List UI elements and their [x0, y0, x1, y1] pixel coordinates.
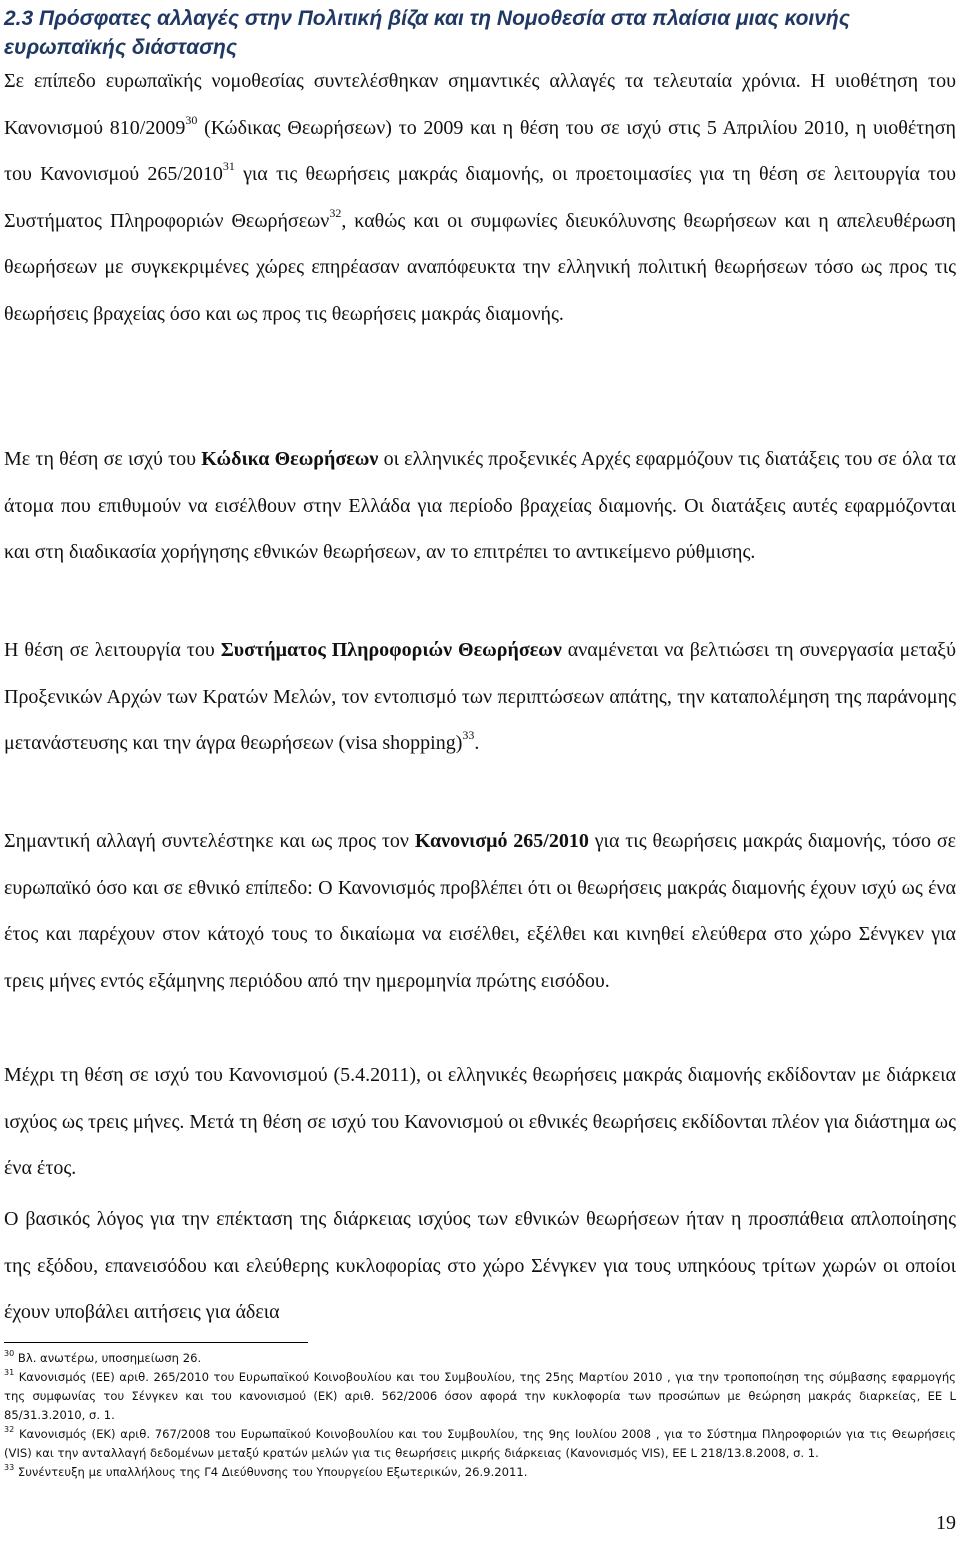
paragraph-4	[4, 818, 956, 1004]
paragraph-5: Μέχρι τη θέση σε ισχύ του Κανονισμού (5.4.2011), οι ελληνικές θεωρήσεις μακράς διαμονής εκδίδονταν με διάρκεια ισχύος ως τρεις μήνες. Μετά τη θέση σε ισχύ του Κανονισμού οι εθνικές θεωρήσεις εκδίδονται πλέον για διάστημα ως ένα έτος.	[4, 1064, 956, 1179]
regulation-bold-term: Κανονισμό 265/2010	[414, 830, 589, 852]
footnote-separator	[4, 1342, 308, 1343]
paragraph-2-text-b: οι ελληνικές προξενικές Αρχές εφαρμόζουν τις διατάξεις του σε όλα τα άτομα που επιθυμούν να εισέλθουν στην Ελλάδα για περίοδο βραχείας διαμονής. Οι διατάξεις αυτές εφαρμόζονται και στη διαδικασία χορήγησης εθνικών θεωρήσεων, αν το επιτρέπει το αντικείμενο ρύθμισης.	[4, 448, 956, 563]
paragraph-1-text-a: Σε επίπεδο ευρωπαϊκής νομοθεσίας συντελέσθηκαν σημαντικές αλλαγές τα τελευταία χρόνια. Η υιοθέτηση του Κανονισμού 810/2009	[4, 70, 956, 139]
footnote-number: 30	[4, 1349, 15, 1359]
footnote-number: 33	[4, 1463, 15, 1473]
paragraph-1-text-b: (Κώδικας Θεωρήσεων) το 2009 και η θέση του σε ισχύ στις 5 Απριλίου 2010, η υιοθέτηση του Κανονισμού 265/2010	[4, 116, 957, 185]
footnote-ref-32[interactable]: 32	[329, 205, 342, 220]
footnote-text: Βλ. ανωτέρω, υποσημείωση 26.	[14, 1351, 202, 1365]
paragraph-3-text-c: .	[474, 732, 480, 754]
footnote-ref-31[interactable]: 31	[222, 159, 235, 174]
footnote-number: 31	[4, 1368, 15, 1378]
paragraph-1-text-d: , καθώς και οι συμφωνίες διευκόλυνσης θεωρήσεων και η απελευθέρωση θεωρήσεων με συγκεκριμένες χώρες επηρέασαν αναπόφευκτα την ελληνική πολιτική θεωρήσεων τόσο ως προς τις θεωρήσεις βραχείας όσο και ως προς τις θεωρήσεις μακράς διαμονής.	[4, 209, 956, 325]
page-number: 19	[936, 1512, 956, 1534]
paragraph-1-text-c: για τις θεωρήσεις μακράς διαμονής, οι προετοιμασίες για τη θέση σε λειτουργία του Συστήματος Πληροφοριών Θεωρήσεων	[4, 163, 956, 232]
paragraph-4-text-a: Σημαντική αλλαγή συντελέστηκε και ως προς τον	[4, 830, 415, 852]
footnote-text: Συνέντευξη με υπαλλήλους της Γ4 Διεύθυνσης του Υπουργείου Εξωτερικών, 26.9.2011.	[14, 1465, 528, 1479]
paragraph-6: Ο βασικός λόγος για την επέκταση της διάρκειας ισχύος των εθνικών θεωρήσεων ήταν η προσπάθεια απλοποίησης της εξόδου, επανεισόδου και ελεύθερης κυκλοφορίας στο χώρο Σένγκεν για τους υπηκόους τρίτων χωρών οι οποίοι έχουν υποβάλει αιτήσεις για άδεια	[4, 1208, 956, 1323]
paragraph-3-text-b: αναμένεται να βελτιώσει τη συνεργασία μεταξύ Προξενικών Αρχών των Κρατών Μελών, τον εντοπισμό των περιπτώσεων απάτης, την καταπολέμηση της παράνομης μετανάστευσης και την άγρα θεωρήσεων (visa shopping)	[4, 639, 956, 754]
paragraph-2-text-a: Με τη θέση σε ισχύ του	[4, 448, 202, 470]
section-heading: 2.3 Πρόσφατες αλλαγές στην Πολιτική βίζα και τη Νομοθεσία στα πλαίσια μιας κοινής ευρωπαϊκής διάστασης	[4, 7, 850, 59]
footnote-number: 32	[4, 1425, 15, 1435]
paragraph-2	[4, 436, 956, 576]
paragraph-3-text-a: Η θέση σε λειτουργία του	[4, 639, 221, 661]
footnote-32	[4, 1425, 956, 1463]
footnote-ref-33[interactable]: 33	[462, 728, 475, 743]
paragraph-3	[4, 627, 956, 767]
paragraph-4-text-b: για τις θεωρήσεις μακράς διαμονής, τόσο σε ευρωπαϊκό όσο και σε εθνικό επίπεδο: Ο Κανονισμός προβλέπει ότι οι θεωρήσεις μακράς διαμονής έχουν ισχύ ως ένα έτος και παρέχουν στον κάτοχό τους το δικαίωμα να εισέλθει, εξέλθει και κινηθεί ελεύθερα στο χώρο Σένγκεν για τρεις μήνες εντός εξάμηνης περιόδου από την ημερομηνία πρώτης εισόδου.	[4, 830, 956, 992]
vis-system-bold-term: Συστήματος Πληροφοριών Θεωρήσεων	[220, 639, 562, 661]
visa-code-bold-term: Κώδικα Θεωρήσεων	[201, 448, 379, 470]
footnote-text: Κανονισμός (ΕΚ) αριθ. 767/2008 του Ευρωπαϊκού Κοινοβουλίου και του Συμβουλίου, της 9ης Ιουλίου 2008 , για το Σύστημα Πληροφοριών για τις Θεωρήσεις (VIS) και την ανταλλαγή δεδομένων μεταξύ κρατών μελών για τις θεωρήσεις μικρής διάρκειας (Κανονισμός VIS), ΕΕ L 218/13.8.2008, σ. 1.	[4, 1427, 956, 1460]
paragraph-1	[4, 58, 956, 337]
footnote-33	[4, 1463, 956, 1482]
footnote-31	[4, 1368, 956, 1425]
document-page	[4, 0, 956, 1556]
footnote-30	[4, 1349, 956, 1368]
footnotes	[4, 1349, 956, 1482]
footnote-ref-30[interactable]: 30	[185, 112, 198, 127]
footnote-text: Κανονισμός (ΕΕ) αριθ. 265/2010 του Ευρωπαϊκού Κοινοβουλίου και του Συμβουλίου, της 25ης Μαρτίου 2010 , για την τροποποίηση της σύμβασης εφαρμογής της συμφωνίας του Σένγκεν και του κανονισμού (ΕΚ) αριθ. 562/2006 όσον αφορά την κυκλοφορία των προσώπων με θεώρηση μακράς διαρκείας, ΕΕ L 85/31.3.2010, σ. 1.	[4, 1370, 956, 1422]
